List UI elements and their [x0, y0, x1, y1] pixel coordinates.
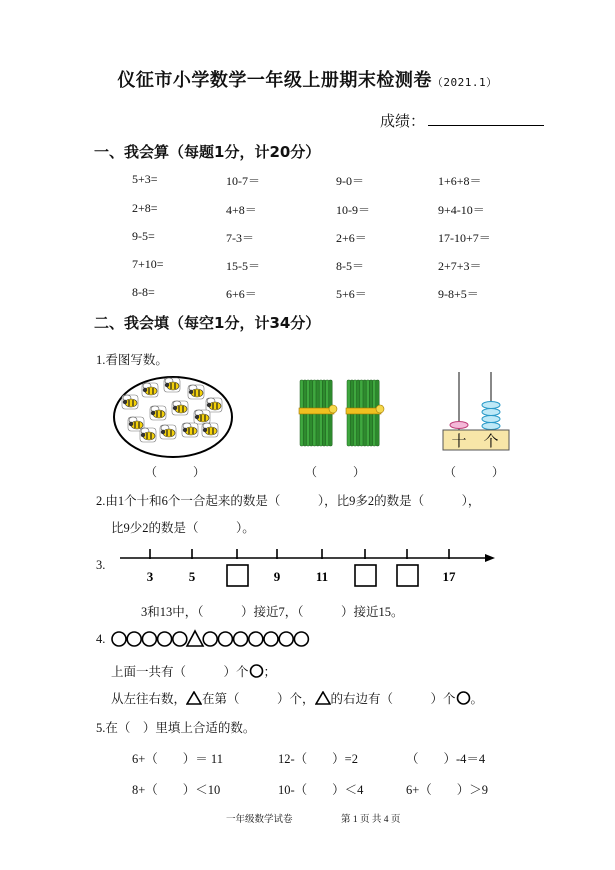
exam-title-text: 仪征市小学数学一年级上册期末检测卷 — [117, 70, 432, 91]
abacus-picture — [440, 370, 515, 455]
bee-icon — [194, 410, 210, 424]
circle-shape — [218, 632, 232, 646]
circle-icon — [456, 691, 471, 705]
circle-icon — [249, 664, 264, 678]
calc-item: 5+3= — [132, 172, 158, 186]
exam-year: （2021.1） — [431, 76, 498, 89]
bee-icon — [182, 423, 198, 437]
q5-item: （ ）-4＝4 — [406, 752, 486, 766]
bee-icon — [164, 378, 180, 392]
q4-line1-end: ； — [263, 665, 277, 679]
answer-blank[interactable]: （ ） — [305, 465, 366, 479]
calc-item: 10-9＝ — [336, 203, 370, 217]
abacus-ones-label: 个 — [483, 434, 499, 450]
calc-item: 7-3＝ — [226, 231, 254, 245]
number-line-answer-box[interactable] — [397, 565, 418, 586]
score-blank[interactable] — [428, 125, 544, 126]
q5-item: 6+（ ）＝ 11 — [132, 752, 223, 766]
bee-icon — [142, 383, 158, 397]
stick-bundle — [346, 380, 384, 446]
number-line-tick-label: 5 — [188, 569, 196, 584]
triangle-shape — [187, 631, 203, 646]
circle-shape — [173, 632, 187, 646]
calc-item: 15-5＝ — [226, 259, 260, 273]
bee-icon — [122, 395, 138, 409]
q5-item: 12-（ ）=2 — [278, 752, 358, 766]
triangle-icon — [186, 691, 202, 705]
bee-icon — [202, 423, 218, 437]
calc-item: 4+8＝ — [226, 203, 257, 217]
calc-item: 2+7+3＝ — [438, 259, 482, 273]
circle-shape — [249, 632, 263, 646]
number-line-answer-box[interactable] — [227, 565, 248, 586]
q4-line2-c: 的右边有（ ）个 — [330, 692, 456, 706]
q4-line1-text: 上面一共有（ ）个 — [111, 665, 249, 679]
calc-item: 8-8= — [132, 285, 155, 299]
answer-blank[interactable]: （ ） — [444, 465, 505, 479]
number-line-tick-label: 17 — [442, 569, 456, 584]
triangle-icon — [315, 691, 331, 705]
bee-icons — [122, 378, 222, 442]
calc-item: 9+4-10＝ — [438, 203, 485, 217]
number-line-tick-label: 9 — [273, 569, 281, 584]
q3-question: 3和13中，（ ）接近7，（ ）接近15。 — [141, 605, 404, 619]
circle-shape — [158, 632, 172, 646]
q2-line1: 2.由1个十和6个一合起来的数是（ ），比9多2的数是（ ）， — [96, 494, 481, 508]
calc-item: 9-8+5＝ — [438, 287, 479, 301]
calc-item: 2+6＝ — [336, 231, 367, 245]
bee-icon — [160, 425, 176, 439]
q4-line1 — [111, 662, 276, 680]
q5-item: 10-（ ）＜4 — [278, 783, 364, 797]
abacus-tens-label: 十 — [451, 434, 467, 450]
calc-item: 17-10+7＝ — [438, 231, 491, 245]
circle-shape — [264, 632, 278, 646]
number-line-tick-label: 3 — [146, 569, 154, 584]
calc-item: 2+8= — [132, 201, 158, 215]
shape-row — [110, 628, 315, 650]
q2-line2: 比9少2的数是（ ）。 — [111, 521, 255, 535]
section2-heading: 二、我会填（每空1分，计34分） — [94, 314, 321, 332]
circle-shape — [142, 632, 156, 646]
bees-picture — [110, 372, 240, 462]
answer-blank[interactable]: （ ） — [145, 465, 206, 479]
exam-title — [0, 66, 615, 92]
calc-item: 1+6+8＝ — [438, 174, 482, 188]
q4-label: 4. — [96, 632, 106, 646]
q4-line2-a: 从左往右数， — [111, 692, 187, 706]
calc-item: 9-5= — [132, 229, 155, 243]
circle-shape — [279, 632, 293, 646]
circle-shape — [294, 632, 308, 646]
circle-shape — [203, 632, 217, 646]
number-line-answer-box[interactable] — [355, 565, 376, 586]
q4-line2-b: 在第（ ）个， — [202, 692, 315, 706]
q5-item: 6+（ ）＞9 — [406, 783, 489, 797]
calc-item: 5+6＝ — [336, 287, 367, 301]
score-label: 成绩： — [380, 112, 426, 130]
calc-item: 7+10= — [132, 257, 164, 271]
footer-left: 一年级数学试卷 — [226, 815, 293, 825]
stick-bundles-picture — [295, 378, 390, 450]
number-line — [115, 545, 500, 590]
section1-heading: 一、我会算（每题1分，计20分） — [94, 143, 321, 161]
number-line-tick-label: 11 — [315, 569, 329, 584]
q3-label: 3. — [96, 558, 106, 572]
calc-item: 6+6＝ — [226, 287, 257, 301]
bee-icon — [188, 385, 204, 399]
circle-shape — [127, 632, 141, 646]
circle-shape — [234, 632, 248, 646]
footer-page: 第 1 页 共 4 页 — [341, 815, 401, 825]
bee-icon — [140, 428, 156, 442]
calc-item: 9-0＝ — [336, 174, 364, 188]
q1-label: 1.看图写数。 — [96, 353, 168, 367]
bee-icon — [150, 406, 166, 420]
calc-item: 10-7＝ — [226, 174, 260, 188]
calc-item: 8-5＝ — [336, 259, 364, 273]
stick-bundle — [299, 380, 337, 446]
bee-icon — [172, 401, 188, 415]
q5-item: 8+（ ）＜10 — [132, 783, 221, 797]
q4-line2-end: 。 — [470, 692, 484, 706]
q4-line2 — [111, 689, 483, 707]
circle-shape — [112, 632, 126, 646]
q5-label: 5.在（ ）里填上合适的数。 — [96, 721, 256, 735]
